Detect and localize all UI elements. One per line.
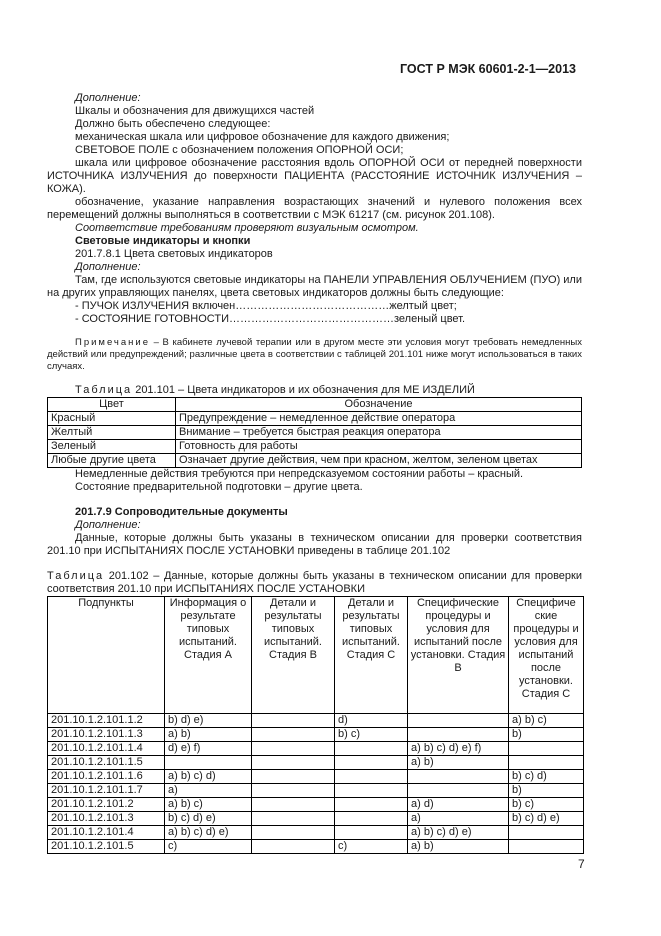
- table-cell: [252, 812, 335, 826]
- table-cell: 201.10.1.2.101.4: [48, 826, 165, 840]
- table-cell: [509, 840, 584, 854]
- table-header: Цвет: [48, 398, 176, 412]
- table-cell: Красный: [48, 412, 176, 426]
- table-row: [48, 812, 584, 826]
- table-cell: 201.10.1.2.101.1.7: [48, 784, 165, 798]
- table-cell: a) b) c) d) e) f): [408, 742, 509, 756]
- note-text: – В кабинете лучевой терапии или в другом месте эти условия могут требовать немедленных действий или предупреждений; различные цвета в соответствии с таблицей 201.101 ниже могут использоваться в таких случаях.: [47, 337, 582, 372]
- table-cell: [509, 756, 584, 770]
- table-cell: 201.10.1.2.101.1.5: [48, 756, 165, 770]
- paragraph: механическая шкала или цифровое обозначение для каждого движения;: [75, 131, 450, 143]
- table-cell: a) d): [408, 798, 509, 812]
- table-cell: a): [165, 784, 252, 798]
- table-cell: c): [335, 840, 408, 854]
- table-cell: a) b) c): [165, 798, 252, 812]
- paragraph: Там, где используются световые индикаторы на ПАНЕЛИ УПРАВЛЕНИЯ ОБЛУЧЕНИЕМ (ПУО) или на других управляющих панелях, цвета световых индикаторов должны быть следующие:: [47, 274, 582, 299]
- table-caption: Таблица 201.101 – Цвета индикаторов и их обозначения для МЕ ИЗДЕЛИЙ: [75, 384, 475, 396]
- table-cell: [165, 756, 252, 770]
- table-cell: a) b) c): [509, 714, 584, 728]
- table-cell: a): [408, 812, 509, 826]
- table-header: Детали и результаты типовых испытаний. Стадия В: [252, 597, 335, 714]
- table-cell: a) b) c) d) e): [165, 826, 252, 840]
- page-number: 7: [578, 857, 585, 871]
- table-cell: b) c) d): [509, 770, 584, 784]
- table-cell: b) d) e): [165, 714, 252, 728]
- note-label: Примечание: [75, 337, 150, 348]
- table-row: [48, 798, 584, 812]
- table-cell: [335, 826, 408, 840]
- table-cell: 201.10.1.2.101.1.2: [48, 714, 165, 728]
- table-cell: 201.10.1.2.101.1.6: [48, 770, 165, 784]
- table-cell: [335, 798, 408, 812]
- table-cell: [335, 742, 408, 756]
- section-heading: Световые индикаторы и кнопки: [75, 235, 251, 247]
- table-row: [48, 440, 582, 454]
- paragraph: Шкалы и обозначения для движущихся частей: [75, 105, 315, 117]
- table-cell: [408, 784, 509, 798]
- table-header: Подпункты: [48, 597, 165, 714]
- addition-label: Дополнение:: [75, 92, 141, 104]
- table-cell: a) b): [165, 728, 252, 742]
- post-installation-tests-table: [47, 596, 584, 854]
- table-cell: Означает другие действия, чем при красном, желтом, зеленом цветах: [176, 454, 582, 468]
- table-row: [48, 770, 584, 784]
- table-row: [48, 714, 584, 728]
- table-cell: [252, 798, 335, 812]
- table-row: [48, 784, 584, 798]
- table-cell: [252, 840, 335, 854]
- list-item: - СОСТОЯНИЕ ГОТОВНОСТИ………………………………………зеленый цвет.: [75, 313, 466, 325]
- paragraph: Должно быть обеспечено следующее:: [75, 118, 271, 130]
- table-cell: 201.10.1.2.101.5: [48, 840, 165, 854]
- table-header: Обозначение: [176, 398, 582, 412]
- table-cell: [335, 756, 408, 770]
- table-cell: [509, 742, 584, 756]
- table-cell: [252, 714, 335, 728]
- table-row: [48, 742, 584, 756]
- subsection-heading: 201.7.8.1 Цвета световых индикаторов: [75, 248, 273, 260]
- table-cell: d) e) f): [165, 742, 252, 756]
- table-cell: b) c) d) e): [509, 812, 584, 826]
- table-header-row: [48, 597, 584, 714]
- note: [47, 337, 582, 373]
- table-cell: Любые другие цвета: [48, 454, 176, 468]
- table-cell: [252, 784, 335, 798]
- table-header: Детали и результаты типовых испытаний. Стадия С: [335, 597, 408, 714]
- table-cell: Предупреждение – немедленное действие оператора: [176, 412, 582, 426]
- table-cell: [408, 770, 509, 784]
- table-cell: b): [509, 728, 584, 742]
- table-cell: Готовность для работы: [176, 440, 582, 454]
- table-row: [48, 756, 584, 770]
- table-cell: b): [509, 784, 584, 798]
- table-cell: [252, 728, 335, 742]
- table-cell: [335, 812, 408, 826]
- paragraph: СВЕТОВОЕ ПОЛЕ с обозначением положения ОПОРНОЙ ОСИ;: [75, 144, 404, 156]
- table-cell: [335, 770, 408, 784]
- table-row: [48, 412, 582, 426]
- table-cell: 201.10.1.2.101.1.3: [48, 728, 165, 742]
- table-header: Специфиче ские процедуры и условия для испытаний после установки. Стадия С: [509, 597, 584, 714]
- paragraph: шкала или цифровое обозначение расстояния вдоль ОПОРНОЙ ОСИ от передней поверхности ИСТОЧНИКА ИЗЛУЧЕНИЯ до поверхности ПАЦИЕНТА (РАССТОЯНИЕ ИСТОЧНИК ИЗЛУЧЕНИЯ – КОЖА).: [47, 157, 582, 195]
- table-header: Специфические процедуры и условия для испытаний после установки. Стадия В: [408, 597, 509, 714]
- section-heading: 201.7.9 Сопроводительные документы: [75, 506, 288, 518]
- table-cell: b) c): [509, 798, 584, 812]
- table-cell: a) b): [408, 756, 509, 770]
- paragraph: обозначение, указание направления возрастающих значений и нулевого положения всех перемещений должны выполняться в соответствии с МЭК 61217 (см. рисунок 201.108).: [47, 196, 582, 221]
- table-cell: [252, 770, 335, 784]
- table-cell: Зеленый: [48, 440, 176, 454]
- table-cell: [408, 728, 509, 742]
- table-cell: b) c) d) e): [165, 812, 252, 826]
- document-header: ГОСТ Р МЭК 60601-2-1—2013: [400, 62, 576, 76]
- indicator-colors-table: [47, 397, 582, 468]
- table-caption: Таблица 201.102 – Данные, которые должны быть указаны в техническом описании для проверки соответствия 201.10 при ИСПЫТАНИЯХ ПОСЛЕ УСТАНОВКИ: [47, 570, 582, 595]
- table-cell: 201.10.1.2.101.3: [48, 812, 165, 826]
- table-cell: d): [335, 714, 408, 728]
- addition-label: Дополнение:: [75, 519, 141, 531]
- table-header-row: [48, 398, 582, 412]
- table-row: [48, 728, 584, 742]
- table-cell: [252, 742, 335, 756]
- page-content: [47, 92, 582, 854]
- table-row: [48, 840, 584, 854]
- table-cell: [252, 756, 335, 770]
- table-cell: a) b): [408, 840, 509, 854]
- paragraph: Состояние предварительной подготовки – другие цвета.: [75, 481, 363, 493]
- table-row: [48, 426, 582, 440]
- paragraph: Данные, которые должны быть указаны в техническом описании для проверки соответствия 201.10 при ИСПЫТАНИЯХ ПОСЛЕ УСТАНОВКИ приведены в таблице 201.102: [47, 532, 582, 557]
- table-cell: 201.10.1.2.101.2: [48, 798, 165, 812]
- table-cell: [252, 826, 335, 840]
- table-cell: Желтый: [48, 426, 176, 440]
- addition-label: Дополнение:: [75, 261, 141, 273]
- compliance-note: Соответствие требованиям проверяют визуальным осмотром.: [75, 222, 419, 234]
- paragraph: Немедленные действия требуются при непредсказуемом состоянии работы – красный.: [75, 468, 524, 480]
- table-cell: [509, 826, 584, 840]
- table-row: [48, 454, 582, 468]
- table-cell: b) c): [335, 728, 408, 742]
- table-cell: a) b) c) d) e): [408, 826, 509, 840]
- table-cell: c): [165, 840, 252, 854]
- table-cell: a) b) c) d): [165, 770, 252, 784]
- table-cell: [408, 714, 509, 728]
- table-row: [48, 826, 584, 840]
- table-cell: 201.10.1.2.101.1.4: [48, 742, 165, 756]
- table-cell: Внимание – требуется быстрая реакция оператора: [176, 426, 582, 440]
- table-header: Информация о результате типовых испытаний. Стадия А: [165, 597, 252, 714]
- list-item: - ПУЧОК ИЗЛУЧЕНИЯ включен……………………………………желтый цвет;: [75, 300, 457, 312]
- table-cell: [335, 784, 408, 798]
